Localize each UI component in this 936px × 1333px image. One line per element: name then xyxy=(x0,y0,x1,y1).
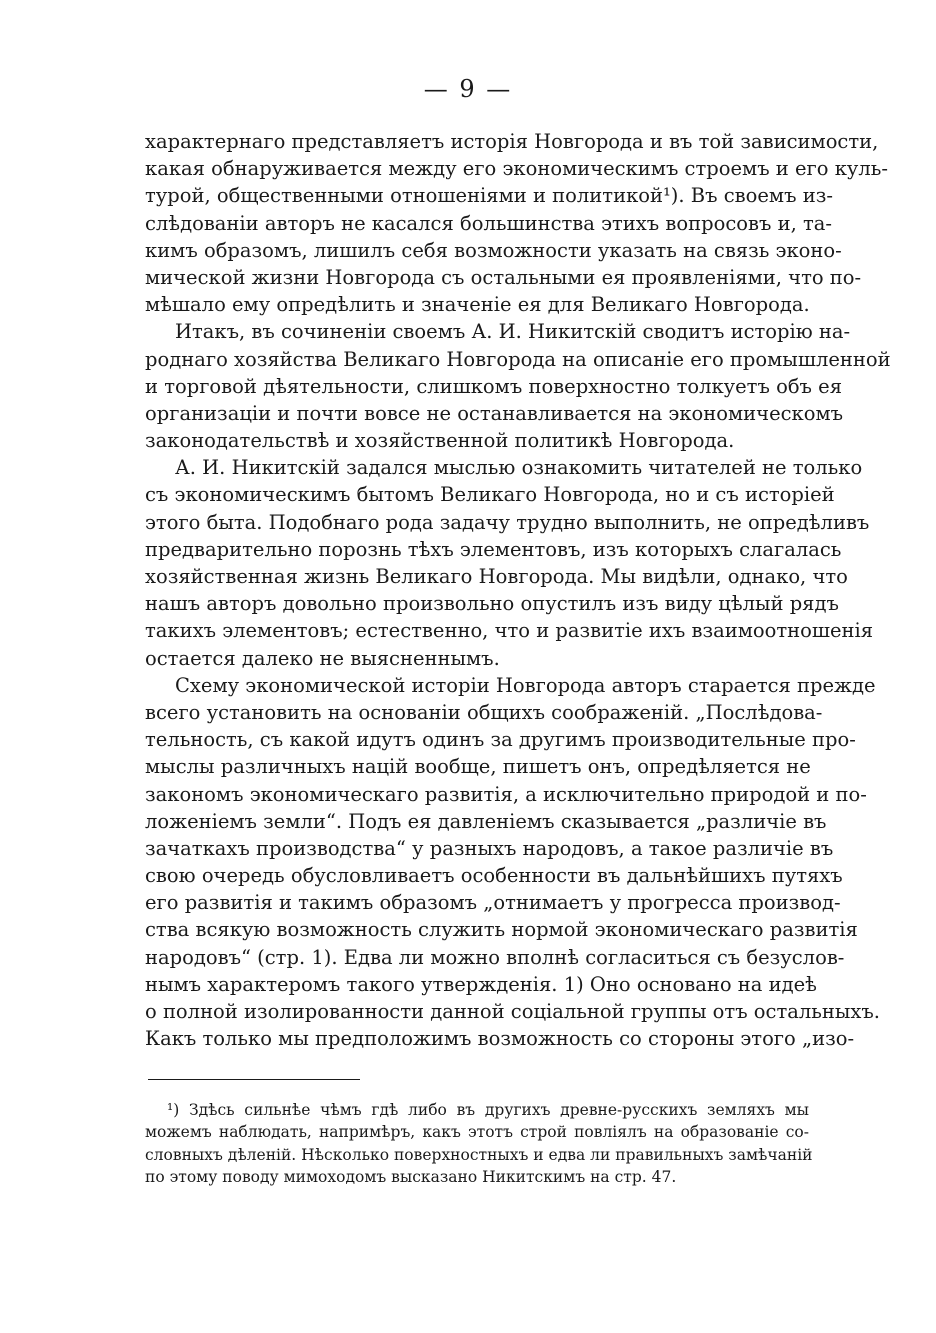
text-line: Какъ только мы предположимъ возможность со стороны этого „изо- xyxy=(145,1027,855,1051)
text-line: остается далеко не выясненнымъ. xyxy=(145,646,500,670)
text-line: ства всякую возможность служить нормой экономическаго развитія xyxy=(145,918,858,942)
footnote-line: ¹) Здѣсь сильнѣе чѣмъ гдѣ либо въ другихъ древне-русскихъ земляхъ мы xyxy=(167,1101,809,1119)
text-line: закономъ экономическаго развитія, а исключительно природой и по- xyxy=(145,782,867,806)
text-line: законодательствѣ и хозяйственной политикѣ Новгорода. xyxy=(145,429,735,453)
text-line: нашъ авторъ довольно произвольно опустилъ изъ виду цѣлый рядъ xyxy=(145,592,839,616)
text-line: народовъ“ (стр. 1). Едва ли можно вполнѣ согласиться съ безуслов- xyxy=(145,945,845,969)
text-line: А. И. Никитскій задался мыслью ознакомить читателей не только xyxy=(175,456,863,480)
text-line: съ экономическимъ бытомъ Великаго Новгорода, но и съ исторіей xyxy=(145,483,835,507)
text-line: зачаткахъ производства“ у разныхъ народовъ, а такое различіе въ xyxy=(145,836,834,860)
text-line: нымъ характеромъ такого утвержденія. 1) Оно основано на идеѣ xyxy=(145,972,817,996)
text-line: такихъ элементовъ; естественно, что и развитіе ихъ взаимоотношенія xyxy=(145,619,874,643)
text-line: этого быта. Подобнаго рода задачу трудно выполнить, не опредѣливъ xyxy=(145,510,870,534)
text-line: слѣдованіи авторъ не касался большинства этихъ вопросовъ и, та- xyxy=(145,211,832,235)
page-number: — 9 — xyxy=(423,75,513,103)
text-line: мѣшало ему опредѣлить и значеніе ея для Великаго Новгорода. xyxy=(145,293,810,317)
text-line: мыслы различныхъ націй вообще, пишетъ онъ, опредѣляется не xyxy=(145,755,811,779)
footnotes xyxy=(145,1099,813,1189)
text-line: характернаго представляетъ исторія Новгорода и въ той зависимости, xyxy=(145,130,879,153)
text-line: кимъ образомъ, лишилъ себя возможности указать на связь эконо- xyxy=(145,238,842,262)
text-line: какая обнаруживается между его экономическимъ строемъ и его куль- xyxy=(145,157,888,181)
text-line: всего установить на основаніи общихъ соображеній. „Послѣдова- xyxy=(145,700,823,724)
footnote-divider xyxy=(148,1079,360,1080)
text-line: его развитія и такимъ образомъ „отнимаетъ у прогресса производ- xyxy=(145,891,841,915)
text-line: мической жизни Новгорода съ остальными ея проявленіями, что по- xyxy=(145,265,862,289)
text-line: организаціи и почти вовсе не останавливается на экономическомъ xyxy=(145,401,844,425)
text-line: Итакъ, въ сочиненіи своемъ А. И. Никитскій сводитъ исторію на- xyxy=(175,320,851,344)
text-line: и торговой дѣятельности, слишкомъ поверхностно толкуетъ объ ея xyxy=(145,374,843,398)
footnote-line: словныхъ дѣленій. Нѣсколько поверхностныхъ и едва ли правильныхъ замѣчаній xyxy=(145,1145,813,1164)
text-line: тельность, съ какой идутъ одинъ за другимъ производительные про- xyxy=(145,728,856,752)
text-line: предварительно порознь тѣхъ элементовъ, изъ которыхъ слагалась xyxy=(145,537,842,561)
text-line: роднаго хозяйства Великаго Новгорода на описаніе его промышленной xyxy=(145,347,891,371)
text-line: хозяйственная жизнь Великаго Новгорода. Мы видѣли, однако, что xyxy=(145,565,848,588)
footnote-line: можемъ наблюдать, напримѣръ, какъ этотъ строй повліялъ на образованіе со- xyxy=(145,1123,809,1142)
text-line: ложеніемъ земли“. Подъ ея давленіемъ сказывается „различіе въ xyxy=(145,809,827,833)
text-line: о полной изолированности данной соціальной группы отъ остальныхъ. xyxy=(145,1000,880,1023)
text-line: свою очередь обусловливаетъ особенности въ дальнѣйшихъ путяхъ xyxy=(145,864,843,888)
text-line: Схему экономической исторіи Новгорода авторъ старается прежде xyxy=(175,673,876,697)
main-text xyxy=(145,128,891,1052)
footnote-line: по этому поводу мимоходомъ высказано Никитскимъ на стр. 47. xyxy=(145,1168,677,1187)
text-line: турой, общественными отношеніями и политикой¹). Въ своемъ из- xyxy=(145,184,833,208)
